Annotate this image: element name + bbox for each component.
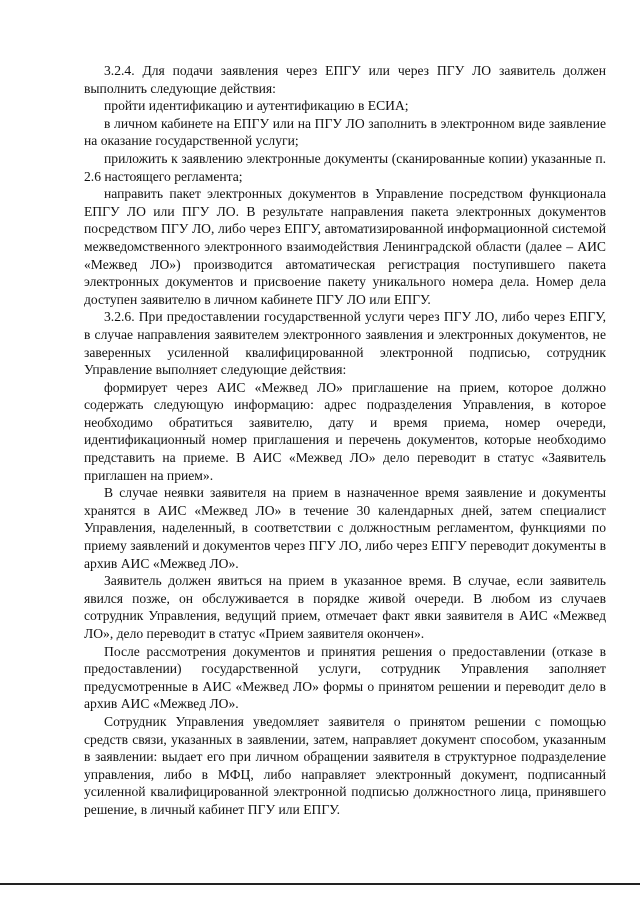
paragraph-attach-documents: приложить к заявлению электронные документы (сканированные копии) указанные п. 2.6 настоящего регламента; (84, 150, 606, 184)
paragraph-notification: Сотрудник Управления уведомляет заявителя о принятом решении с помощью средств связи, указанных в заявлении, затем, направляет документ способом, указанным в заявлении: выдает его при личном обращении заявителя в структурное подразделение управления, либо в МФЦ, либо направляет электронный документ, подписанный усиленной квалифицированной электронной подписью должностного лица, принявшего решение, в личный кабинет ПГУ или ЕПГУ. (84, 713, 606, 817)
paragraph-3-2-4: 3.2.4. Для подачи заявления через ЕПГУ или через ПГУ ЛО заявитель должен выполнить следующие действия: (84, 63, 606, 96)
paragraph-late-arrival: Заявитель должен явиться на прием в указанное время. В случае, если заявитель явился позже, он обслуживается в порядке живой очереди. В любом из случаев сотрудник Управления, ведущий прием, отмечает факт явки заявителя в АИС «Межвед ЛО», дело переводит в статус «Прием заявителя окончен». (84, 573, 606, 641)
paragraph-fill-application: в личном кабинете на ЕПГУ или на ПГУ ЛО заполнить в электронном виде заявление на оказание государственной услуги; (84, 115, 606, 149)
paragraph-invitation: формирует через АИС «Межвед ЛО» приглашение на прием, которое должно содержать следующую информацию: адрес подразделения Управления, в которое необходимо обратиться заявителю, дату и время приема, номер очереди, идентификационный номер приглашения и перечень документов, которые необходимо представить на приеме. В АИС «Межвед ЛО» дело переводит в статус «Заявитель приглашен на прием». (84, 379, 606, 483)
paragraph-decision: После рассмотрения документов и принятия решения о предоставлении (отказе в предоставлении) государственной услуги, сотрудник Управления заполняет предусмотренные в АИС «Межвед ЛО» формы о принятом решении и переводит дело в архив АИС «Межвед ЛО». (84, 643, 606, 712)
page-bottom-rule (0, 883, 640, 885)
document-body (84, 62, 606, 819)
paragraph-send-package: направить пакет электронных документов в Управление посредством функционала ЕПГУ ЛО или ПГУ ЛО. В результате направления пакета электронных документов посредством ПГУ ЛО, либо через ЕПГУ, автоматизированной информационной системой межведомственного электронного взаимодействия Ленинградской области (далее – АИС «Межвед ЛО») производится автоматическая регистрация поступившего пакета электронных документов и присвоение пакету уникального номера дела. Номер дела доступен заявителю в личном кабинете ПГУ ЛО или ЕПГУ. (84, 186, 606, 307)
paragraph-no-show: В случае неявки заявителя на прием в назначенное время заявление и документы хранятся в АИС «Межвед ЛО» в течение 30 календарных дней, затем специалист Управления, наделенный, в соответствии с должностным регламентом, функциями по приему заявлений и документов через ПГУ ЛО, либо через ЕПГУ переводит документы в архив АИС «Межвед ЛО». (84, 485, 606, 571)
paragraph-3-2-6: 3.2.6. При предоставлении государственной услуги через ПГУ ЛО, либо через ЕПГУ, в случае направления заявителем электронного заявления и электронных документов, не заверенных усиленной квалифицированной электронной подписью, сотрудник Управление выполняет следующие действия: (84, 309, 606, 378)
paragraph-esia-auth: пройти идентификацию и аутентификацию в ЕСИА; (104, 98, 409, 114)
